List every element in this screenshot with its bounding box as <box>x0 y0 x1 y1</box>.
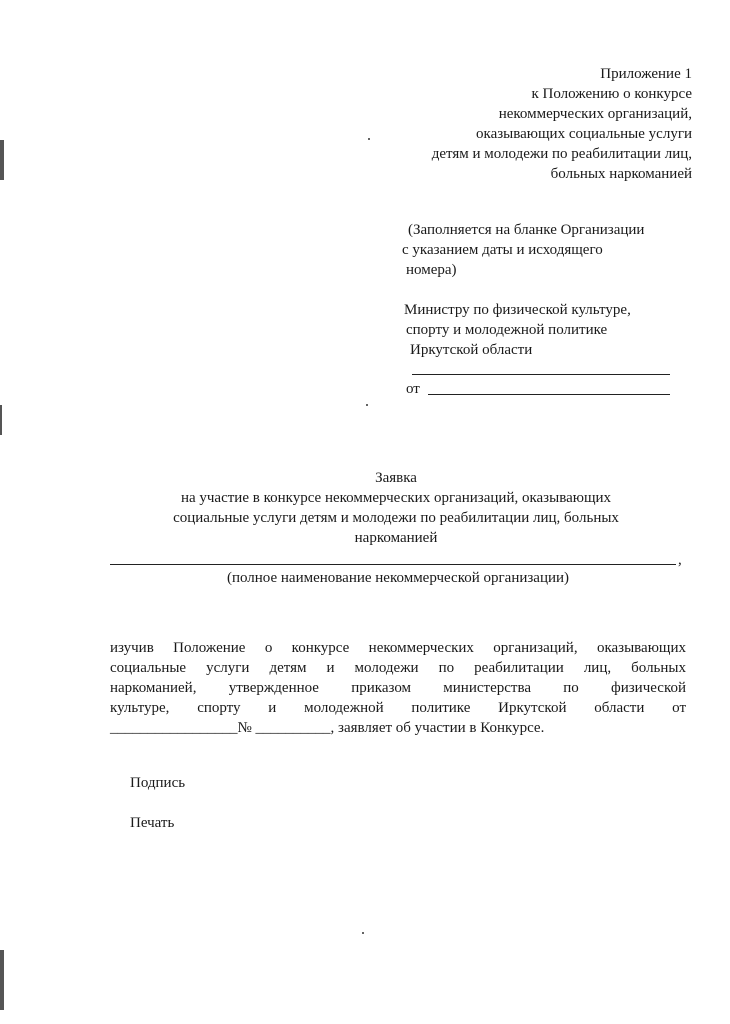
body-line: культуре, спорту и молодежной политике Иркутской области от <box>110 700 686 716</box>
fill-note-line: с указанием даты и исходящего <box>402 242 603 258</box>
body-line: _________________№ __________, заявляет об участии в Конкурсе. <box>110 720 545 736</box>
title-line: наркоманией <box>354 530 438 546</box>
fill-note <box>402 220 644 280</box>
addressee-line: Министру по физической культуре, <box>404 302 631 318</box>
appendix-line: к Положению о конкурсе <box>531 86 692 102</box>
addressee-block <box>404 300 672 399</box>
appendix-line: оказывающих социальные услуги <box>476 126 692 142</box>
addressee-name-blank <box>412 360 670 375</box>
body-line: социальные услуги детям и молодежи по реабилитации лиц, больных <box>110 660 686 676</box>
scan-edge-mark <box>0 405 2 435</box>
addressee-from-row <box>404 379 672 399</box>
appendix-line: больных наркоманией <box>550 166 692 182</box>
scan-speck <box>368 138 370 140</box>
from-blank <box>428 381 670 395</box>
scan-speck <box>362 932 364 934</box>
title-heading: Заявка <box>375 470 417 486</box>
body-line: изучив Положение о конкурсе некоммерческих организаций, оказывающих <box>110 640 686 656</box>
title-line: социальные услуги детям и молодежи по реабилитации лиц, больных <box>173 510 619 526</box>
from-label: от <box>406 381 420 397</box>
scan-speck <box>366 404 368 406</box>
appendix-line: Приложение 1 <box>600 66 692 82</box>
appendix-line: детям и молодежи по реабилитации лиц, <box>431 146 692 162</box>
stamp-label: Печать <box>130 815 175 831</box>
fill-note-line: (Заполняется на бланке Организации <box>408 222 645 238</box>
body-paragraph <box>110 638 686 738</box>
addressee-line: спорту и молодежной политике <box>406 322 608 338</box>
body-line: наркоманией, утвержденное приказом министерства по физической <box>110 680 686 696</box>
fill-note-line: номера) <box>406 262 457 278</box>
scan-edge-mark <box>0 950 4 1010</box>
org-name-blank <box>110 548 676 565</box>
title-line: на участие в конкурсе некоммерческих организаций, оказывающих <box>180 490 612 506</box>
appendix-line: некоммерческих организаций, <box>498 106 692 122</box>
addressee-line: Иркутской области <box>410 342 533 358</box>
scan-edge-mark <box>0 140 4 180</box>
org-name-caption: (полное наименование некоммерческой организации) <box>226 570 570 586</box>
appendix-header <box>432 64 692 184</box>
signature-label: Подпись <box>130 775 186 791</box>
application-title <box>60 468 730 548</box>
org-name-comma: , <box>678 552 682 568</box>
